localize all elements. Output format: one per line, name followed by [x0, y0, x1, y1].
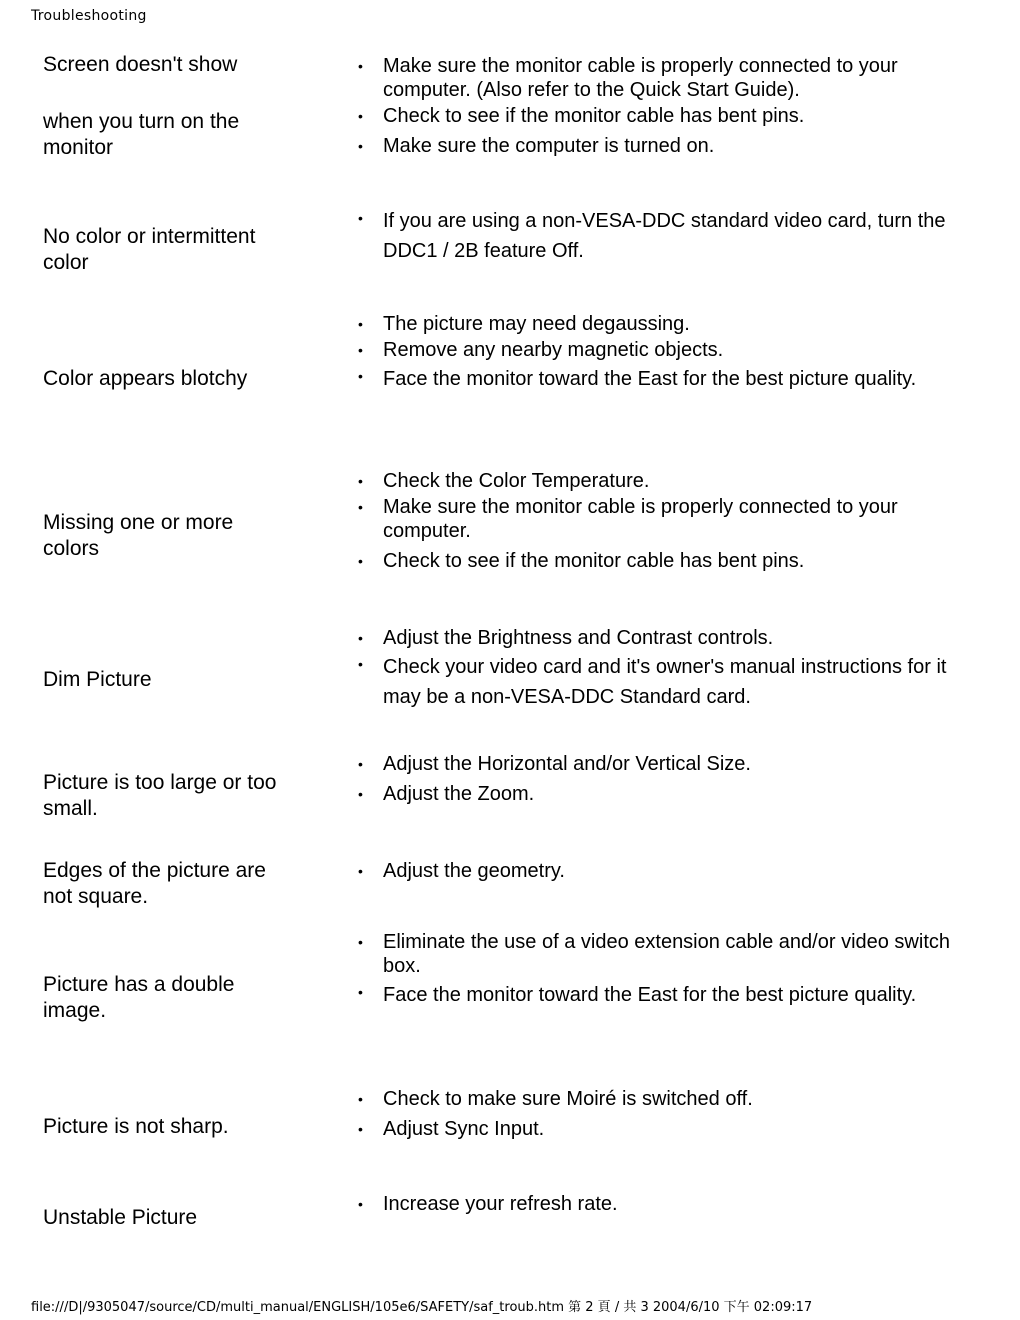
list-item — [358, 930, 963, 978]
list-item — [358, 549, 963, 573]
list-item — [358, 980, 963, 1010]
bullet-icon: • — [358, 756, 363, 772]
bullet-icon: • — [358, 499, 363, 515]
problem-cell — [43, 366, 283, 392]
solution-list — [358, 626, 963, 718]
problem-text: Picture is not sharp. — [43, 1115, 229, 1138]
bullet-icon: • — [358, 473, 363, 489]
problem-cell — [43, 1114, 283, 1140]
list-item — [358, 652, 963, 712]
solution-text: Eliminate the use of a video extension cable and/or video switch box. — [383, 931, 951, 977]
list-item — [358, 54, 963, 102]
bullet-icon: • — [358, 316, 363, 332]
page-footer-path: file:///D|/9305047/source/CD/multi_manual/ENGLISH/105e6/SAFETY/saf_troub.htm 第 2 頁 / 共 3 2004/6/10 下午 02:09:17 — [31, 1300, 813, 1315]
list-item — [358, 338, 963, 362]
problem-cell — [43, 52, 283, 161]
list-item — [358, 1117, 963, 1141]
problem-cell — [43, 972, 283, 1024]
bullet-icon: • — [358, 342, 363, 358]
problem-text: Picture has a double image. — [43, 973, 235, 1022]
solution-text: Remove any nearby magnetic objects. — [383, 339, 724, 361]
solution-text: Make sure the monitor cable is properly connected to your computer. — [383, 496, 898, 542]
bullet-icon: • — [358, 210, 363, 226]
solution-text: Check the Color Temperature. — [383, 470, 650, 492]
solution-list — [358, 1087, 963, 1147]
problem-cell — [43, 1205, 283, 1231]
solution-list — [358, 752, 963, 812]
solution-list — [358, 206, 963, 272]
solution-list — [358, 930, 963, 1016]
problem-text: Edges of the picture are not square. — [43, 859, 266, 908]
bullet-icon: • — [358, 553, 363, 569]
list-item — [358, 206, 963, 266]
solution-list — [358, 859, 963, 889]
bullet-icon: • — [358, 58, 363, 74]
bullet-icon: • — [358, 1196, 363, 1212]
solution-text: Adjust Sync Input. — [383, 1118, 545, 1140]
list-item — [358, 1087, 963, 1111]
solution-text: If you are using a non-VESA-DDC standard video card, turn the DDC1 / 2B feature Off. — [383, 210, 946, 262]
list-item — [358, 104, 963, 128]
list-item — [358, 495, 963, 543]
list-item — [358, 782, 963, 806]
solution-list — [358, 1192, 963, 1222]
list-item — [358, 626, 963, 650]
page-header-title: Troubleshooting — [31, 8, 147, 24]
problem-cell — [43, 770, 283, 822]
solution-text: Adjust the Brightness and Contrast controls. — [383, 627, 774, 649]
list-item — [358, 469, 963, 493]
solution-text: Check to see if the monitor cable has bent pins. — [383, 105, 805, 127]
problem-text: Unstable Picture — [43, 1206, 198, 1229]
bullet-icon: • — [358, 368, 363, 384]
problem-text: No color or intermittent color — [43, 225, 256, 274]
solution-text: Check to make sure Moiré is switched off. — [383, 1088, 753, 1110]
solution-text: Face the monitor toward the East for the best picture quality. — [383, 368, 917, 390]
solution-text: Face the monitor toward the East for the best picture quality. — [383, 984, 917, 1006]
solution-text: Adjust the Zoom. — [383, 783, 535, 805]
bullet-icon: • — [358, 984, 363, 1000]
bullet-icon: • — [358, 934, 363, 950]
solution-text: Make sure the computer is turned on. — [383, 135, 715, 157]
solution-text: Check your video card and it's owner's manual instructions for it may be a non-VESA-DDC Standard card. — [383, 656, 947, 708]
solution-list — [358, 469, 963, 579]
list-item — [358, 752, 963, 776]
solution-text: Adjust the Horizontal and/or Vertical Size. — [383, 753, 751, 775]
problem-text: Screen doesn't show — [43, 53, 238, 76]
problem-cell — [43, 224, 283, 276]
solution-list — [358, 54, 963, 164]
bullet-icon: • — [358, 863, 363, 879]
solution-text: The picture may need degaussing. — [383, 313, 690, 335]
problem-text: Color appears blotchy — [43, 367, 248, 390]
solution-list — [358, 312, 963, 400]
solution-text: Adjust the geometry. — [383, 860, 565, 882]
problem-cell — [43, 858, 283, 910]
solution-text: Make sure the monitor cable is properly connected to your computer. (Also refer to the Quick Start Guide). — [383, 55, 898, 101]
bullet-icon: • — [358, 786, 363, 802]
list-item — [358, 1192, 963, 1216]
list-item — [358, 364, 963, 394]
solution-text: Check to see if the monitor cable has bent pins. — [383, 550, 805, 572]
bullet-icon: • — [358, 630, 363, 646]
solution-text: Increase your refresh rate. — [383, 1193, 618, 1215]
problem-text: when you turn on the monitor — [43, 110, 240, 159]
problem-cell — [43, 667, 283, 693]
problem-text: Picture is too large or too small. — [43, 771, 277, 820]
problem-cell — [43, 510, 283, 562]
list-item — [358, 859, 963, 883]
bullet-icon: • — [358, 138, 363, 154]
problem-text: Dim Picture — [43, 668, 152, 691]
bullet-icon: • — [358, 1091, 363, 1107]
bullet-icon: • — [358, 656, 363, 672]
list-item — [358, 134, 963, 158]
bullet-icon: • — [358, 1121, 363, 1137]
list-item — [358, 312, 963, 336]
bullet-icon: • — [358, 108, 363, 124]
problem-text: Missing one or more colors — [43, 511, 234, 560]
